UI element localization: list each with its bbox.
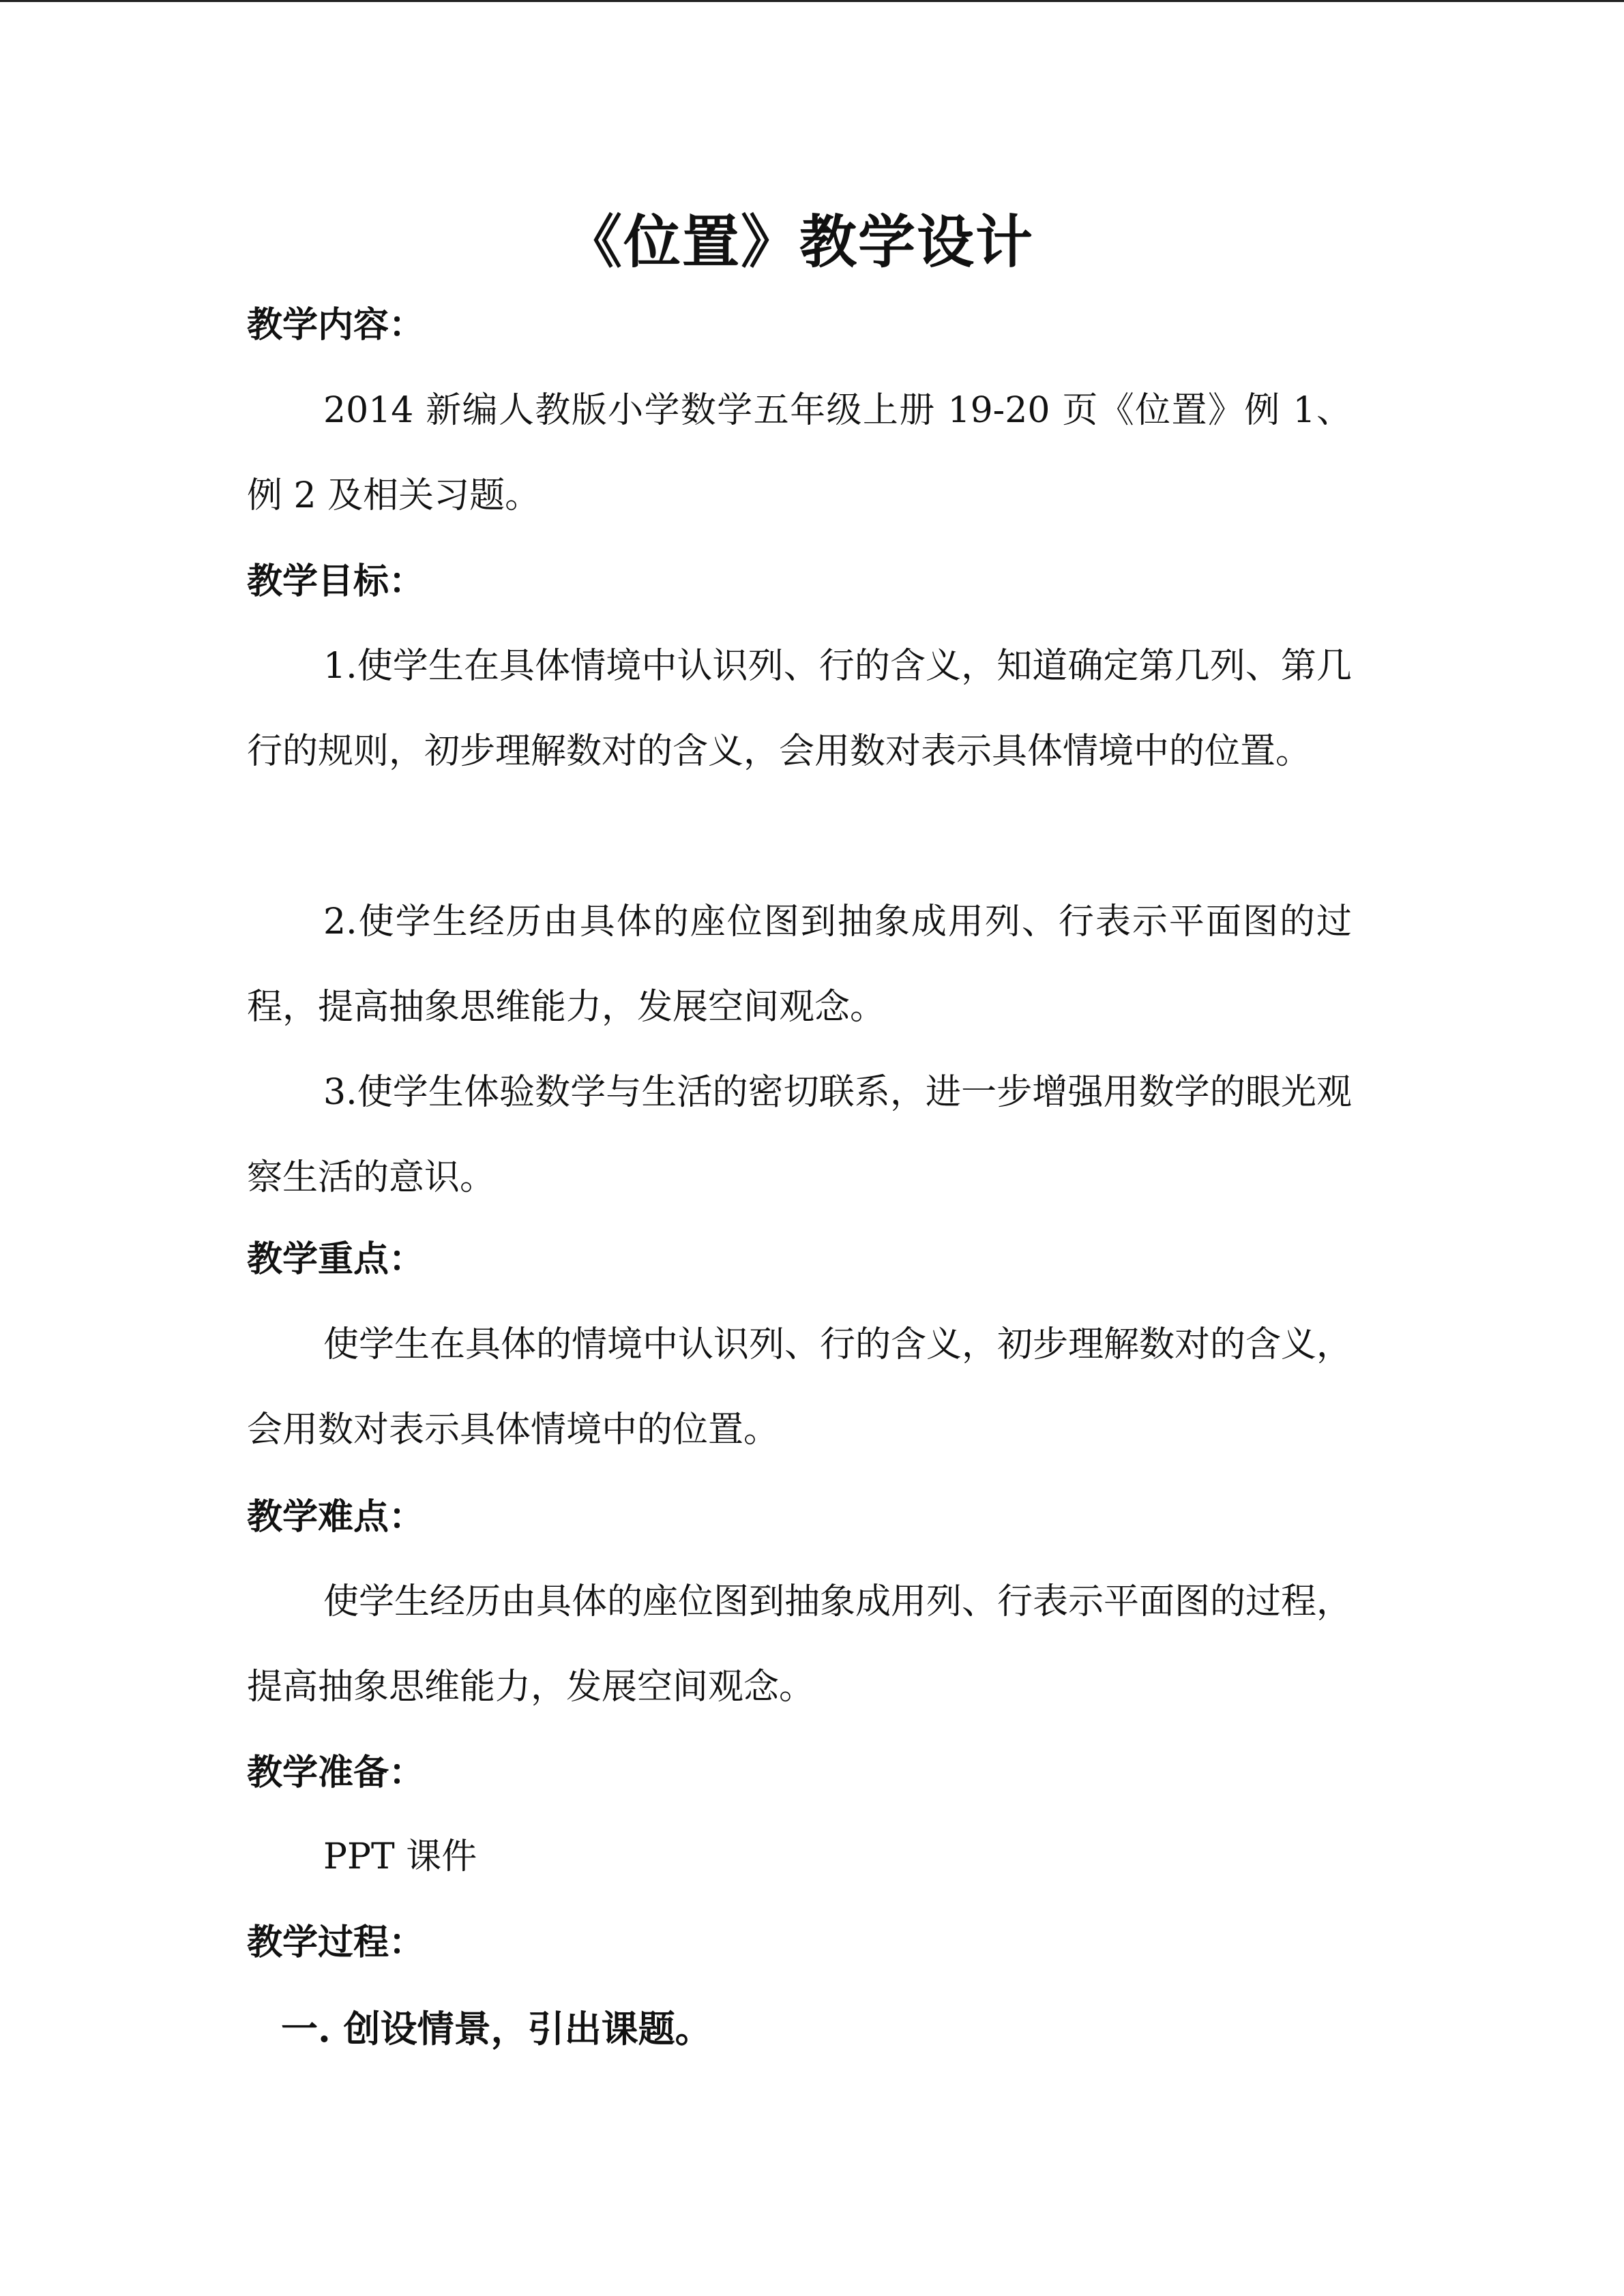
heading-teaching-goals: 教学目标： [247,561,425,602]
process-step-1: 一. 创设情景，引出课题。 [281,2007,712,2051]
heading-process: 教学过程： [247,1922,425,1963]
heading-preparation: 教学准备： [247,1752,425,1793]
heading-difficulties: 教学难点： [247,1496,425,1538]
paragraph-key-points: 使学生在具体的情境中认识列、行的含义，初步理解数对的含义，会用数对表示具体情境中的位置。 [247,1324,1353,1450]
goal-item-2: 2.使学生经历由具体的座位图到抽象成用列、行表示平面图的过程，提高抽象思维能力，发展空间观念。 [247,901,1352,1028]
preparation-text: PPT 课件 [323,1836,477,1877]
goal-item-3: 3.使学生体验数学与生活的密切联系，进一步增强用数学的眼光观察生活的意识。 [247,1072,1352,1198]
document-title: 《位置》教学设计 [564,208,1034,275]
page-top-border [0,0,1624,2]
paragraph-teaching-content: 2014 新编人教版小学数学五年级上册 19-20 页《位置》例 1、例 2 及相关习题。 [247,390,1352,516]
paragraph-difficulties: 使学生经历由具体的座位图到抽象成用列、行表示平面图的过程，提高抽象思维能力，发展空间观念。 [247,1581,1353,1708]
heading-teaching-content: 教学内容： [247,304,425,346]
goal-item-1: 1.使学生在具体情境中认识列、行的含义，知道确定第几列、第几行的规则，初步理解数对的含义，会用数对表示具体情境中的位置。 [247,646,1352,772]
heading-key-points: 教学重点： [247,1238,425,1280]
